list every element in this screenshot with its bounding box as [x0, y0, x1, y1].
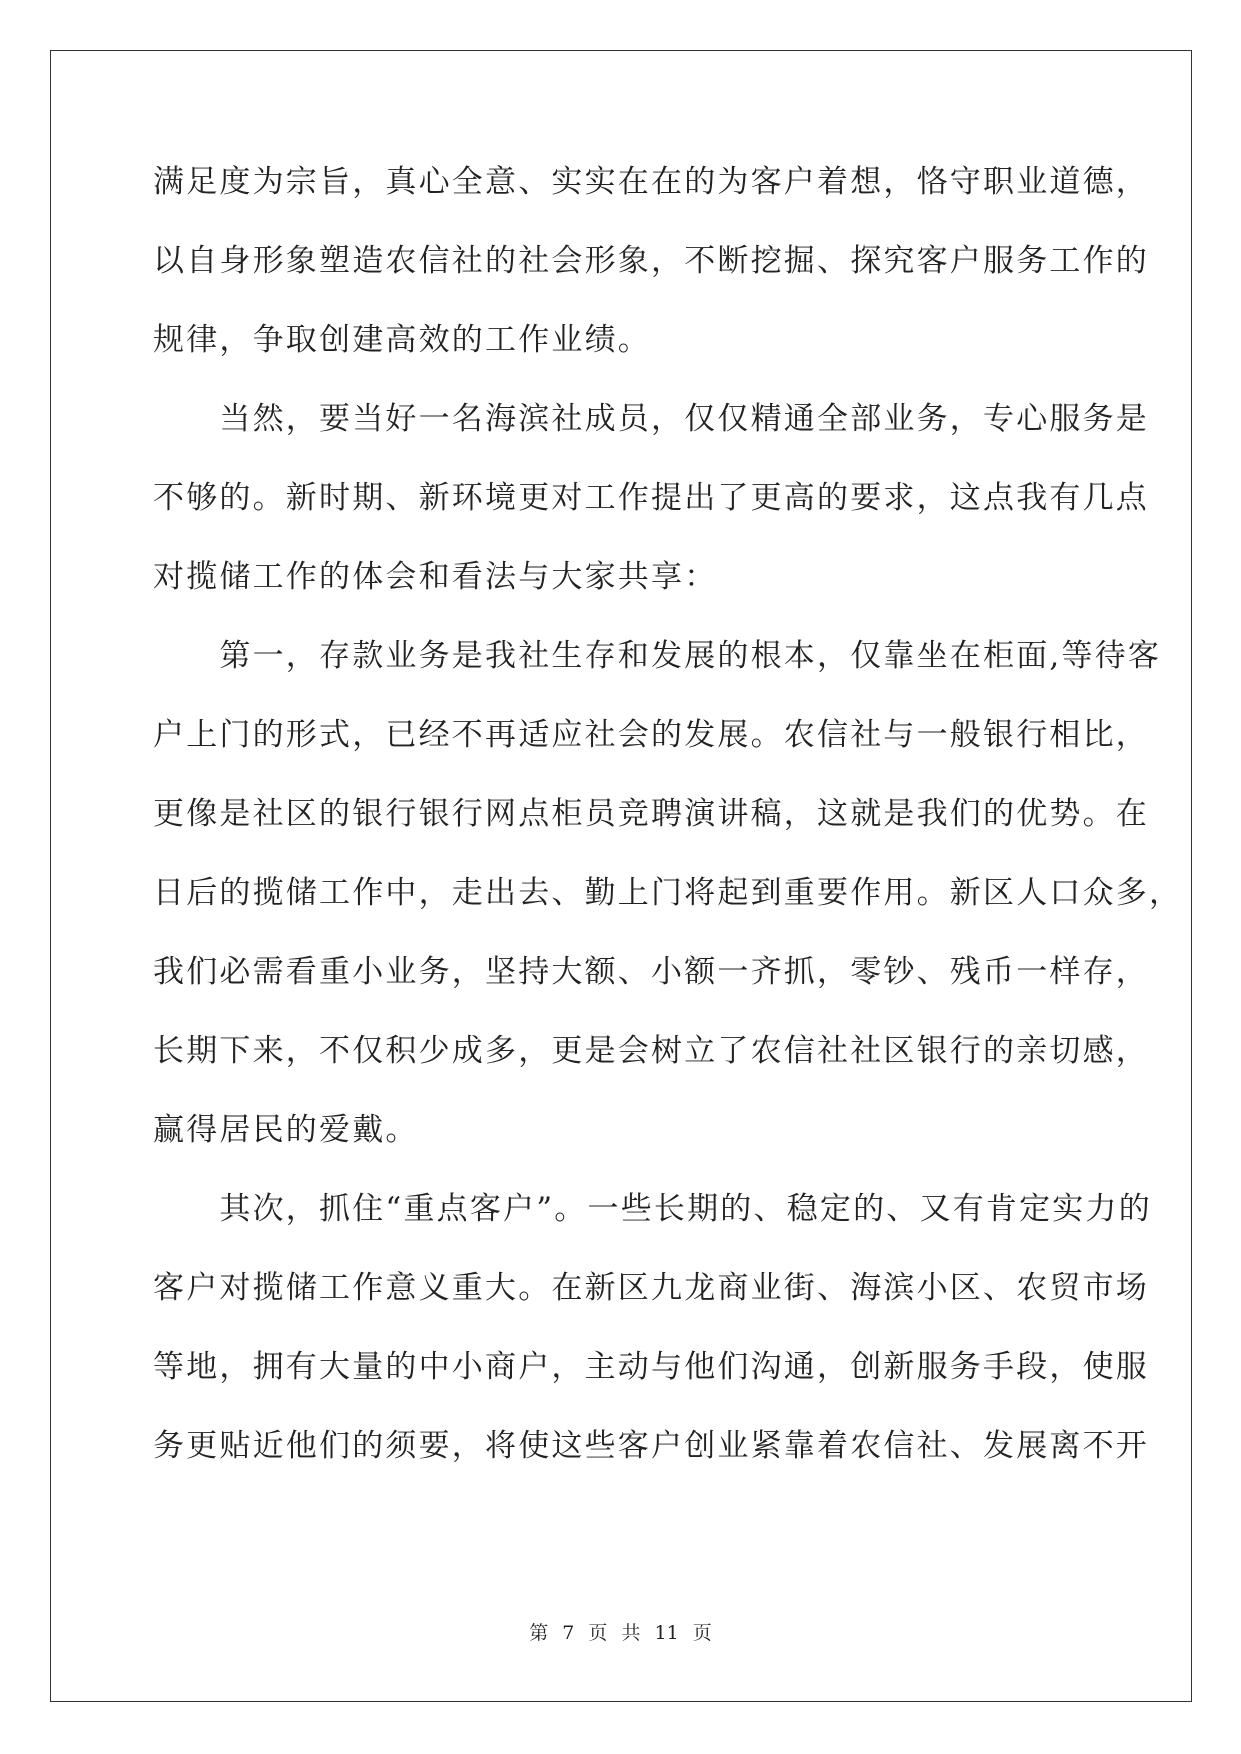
text-line: 规律，争取创建高效的工作业绩。	[153, 322, 651, 358]
text-line: 满足度为宗旨，真心全意、实实在在的为客户着想，恪守职业道德，	[153, 164, 1149, 200]
text-line: 更像是社区的银行银行网点柜员竞聘演讲稿，这就是我们的优势。在	[153, 796, 1149, 832]
text-line: 赢得居民的爱戴。	[153, 1112, 419, 1148]
text-line: 长期下来，不仅积少成多，更是会树立了农信社社区银行的亲切感，	[153, 1033, 1149, 1069]
text-line: 等地，拥有大量的中小商户，主动与他们沟通，创新服务手段，使服	[153, 1349, 1149, 1385]
text-line: 当然，要当好一名海滨社成员，仅仅精通全部业务，专心服务是	[153, 401, 1149, 437]
text-line: 对揽储工作的体会和看法与大家共享：	[153, 559, 718, 595]
text-line: 户上门的形式，已经不再适应社会的发展。农信社与一般银行相比，	[153, 717, 1149, 753]
text-line: 不够的。新时期、新环境更对工作提出了更高的要求，这点我有几点	[153, 480, 1149, 516]
text-line: 客户对揽储工作意义重大。在新区九龙商业街、海滨小区、农贸市场	[153, 1270, 1149, 1306]
page-number: 第 7 页 共 11 页	[529, 1622, 712, 1644]
text-line: 我们必需看重小业务，坚持大额、小额一齐抓，零钞、残币一样存，	[153, 954, 1149, 990]
text-line: 日后的揽储工作中，走出去、勤上门将起到重要作用。新区人口众多，	[153, 875, 1183, 911]
text-line: 其次，抓住“重点客户”。一些长期的、稳定的、又有肯定实力的	[153, 1191, 1152, 1227]
text-line: 第一，存款业务是我社生存和发展的根本，仅靠坐在柜面,等待客	[153, 638, 1162, 674]
text-line: 务更贴近他们的须要，将使这些客户创业紧靠着农信社、发展离不开	[153, 1428, 1149, 1464]
text-line: 以自身形象塑造农信社的社会形象，不断挖掘、探究客户服务工作的	[153, 243, 1149, 279]
document-body	[153, 160, 1183, 1503]
